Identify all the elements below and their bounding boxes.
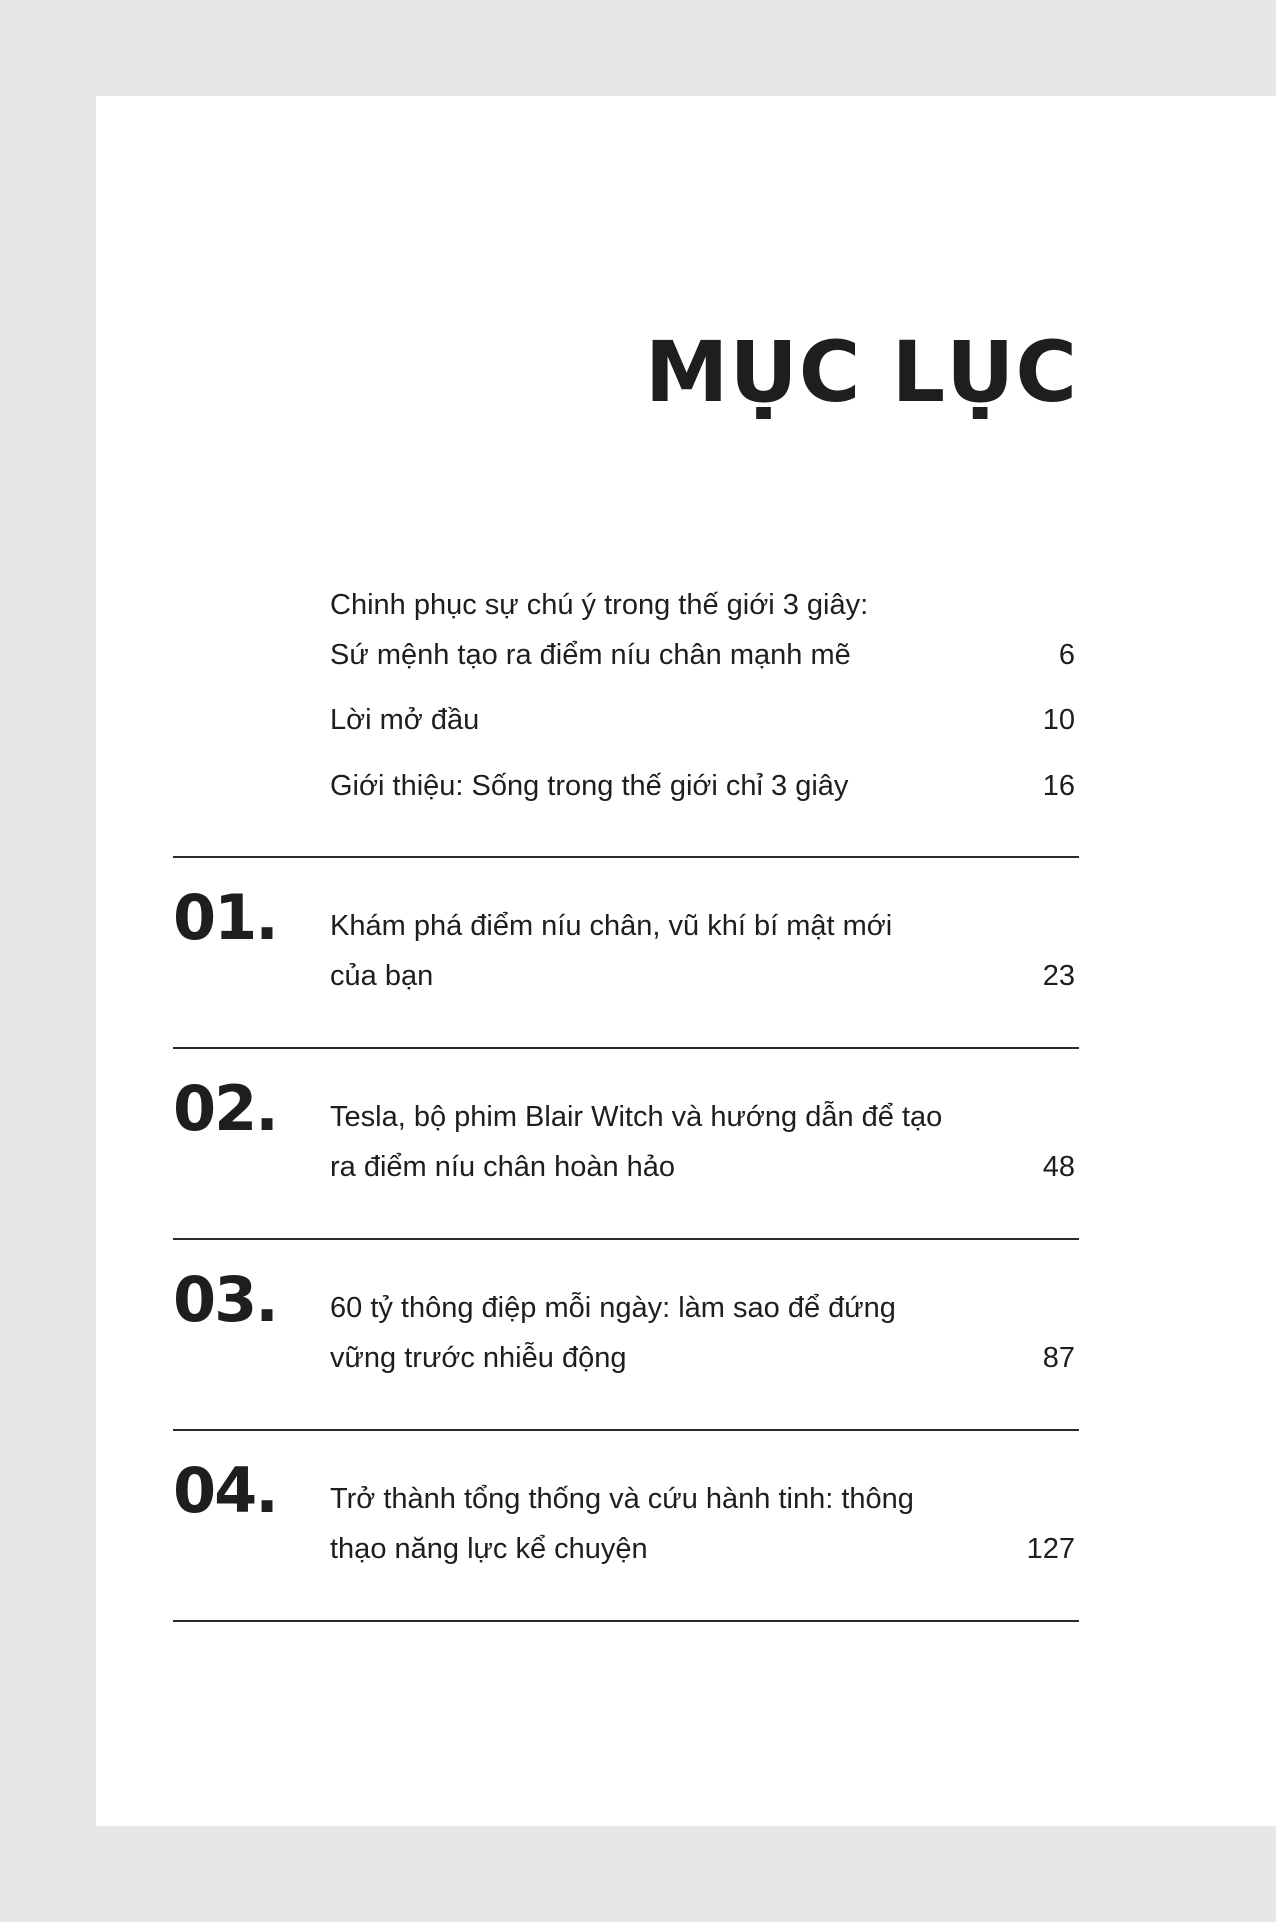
toc-entry-chapter-4 [330, 1474, 1075, 1574]
toc-entry-line [330, 901, 1075, 951]
toc-entry-text: Giới thiệu: Sống trong thế giới chỉ 3 giây [330, 770, 849, 802]
toc-entry-text: Sứ mệnh tạo ra điểm níu chân mạnh mẽ [330, 639, 851, 671]
toc-page-number: 127 [1026, 1533, 1075, 1565]
toc-entry-text: Tesla, bộ phim Blair Witch và hướng dẫn để tạo [330, 1101, 943, 1133]
toc-page-number: 48 [1042, 1151, 1075, 1183]
toc-entry-line [330, 1333, 1075, 1383]
toc-entry-line [330, 580, 1075, 630]
toc-entry-line [330, 1474, 1075, 1524]
divider [173, 1429, 1079, 1431]
toc-entry-line [330, 695, 1075, 745]
divider [173, 856, 1079, 858]
toc-page-number: 6 [1058, 639, 1075, 671]
toc-entry-line [330, 1524, 1075, 1574]
divider [173, 1238, 1079, 1240]
toc-entry-text: Chinh phục sự chú ý trong thế giới 3 giây: [330, 589, 869, 621]
toc-entry-line [330, 1142, 1075, 1192]
toc-entry-text: Lời mở đầu [330, 704, 480, 736]
divider [173, 1620, 1079, 1622]
toc-page-number: 87 [1042, 1342, 1075, 1374]
chapter-number: 02. [173, 1072, 277, 1145]
toc-entry-text: thạo năng lực kể chuyện [330, 1533, 648, 1565]
toc-page-number: 16 [1042, 770, 1075, 802]
toc-entry-text: Trở thành tổng thống và cứu hành tinh: thông [330, 1483, 914, 1515]
page-title: MỤC LỤC [644, 323, 1078, 421]
toc-entry-introduction [330, 761, 1075, 811]
toc-entry-text: ra điểm níu chân hoàn hảo [330, 1151, 676, 1183]
toc-entry-chapter-2 [330, 1092, 1075, 1192]
toc-entry-text: của bạn [330, 960, 434, 992]
chapter-number: 03. [173, 1263, 277, 1336]
toc-entry-line [330, 951, 1075, 1001]
chapter-number: 01. [173, 881, 277, 954]
toc-entry-line [330, 630, 1075, 680]
toc-entry-line [330, 1283, 1075, 1333]
chapter-number: 04. [173, 1454, 277, 1527]
toc-entry-line [330, 1092, 1075, 1142]
toc-entry-line [330, 761, 1075, 811]
toc-entry-chapter-1 [330, 901, 1075, 1001]
toc-page-number: 23 [1042, 960, 1075, 992]
toc-entry-text: vững trước nhiễu động [330, 1342, 627, 1374]
toc-page-number: 10 [1042, 704, 1075, 736]
divider [173, 1047, 1079, 1049]
toc-entry-preface [330, 695, 1075, 745]
toc-entry-text: Khám phá điểm níu chân, vũ khí bí mật mới [330, 910, 893, 942]
toc-entry-text: 60 tỷ thông điệp mỗi ngày: làm sao để đứng [330, 1292, 896, 1324]
toc-entry-chapter-3 [330, 1283, 1075, 1383]
toc-entry-foreword [330, 580, 1075, 680]
